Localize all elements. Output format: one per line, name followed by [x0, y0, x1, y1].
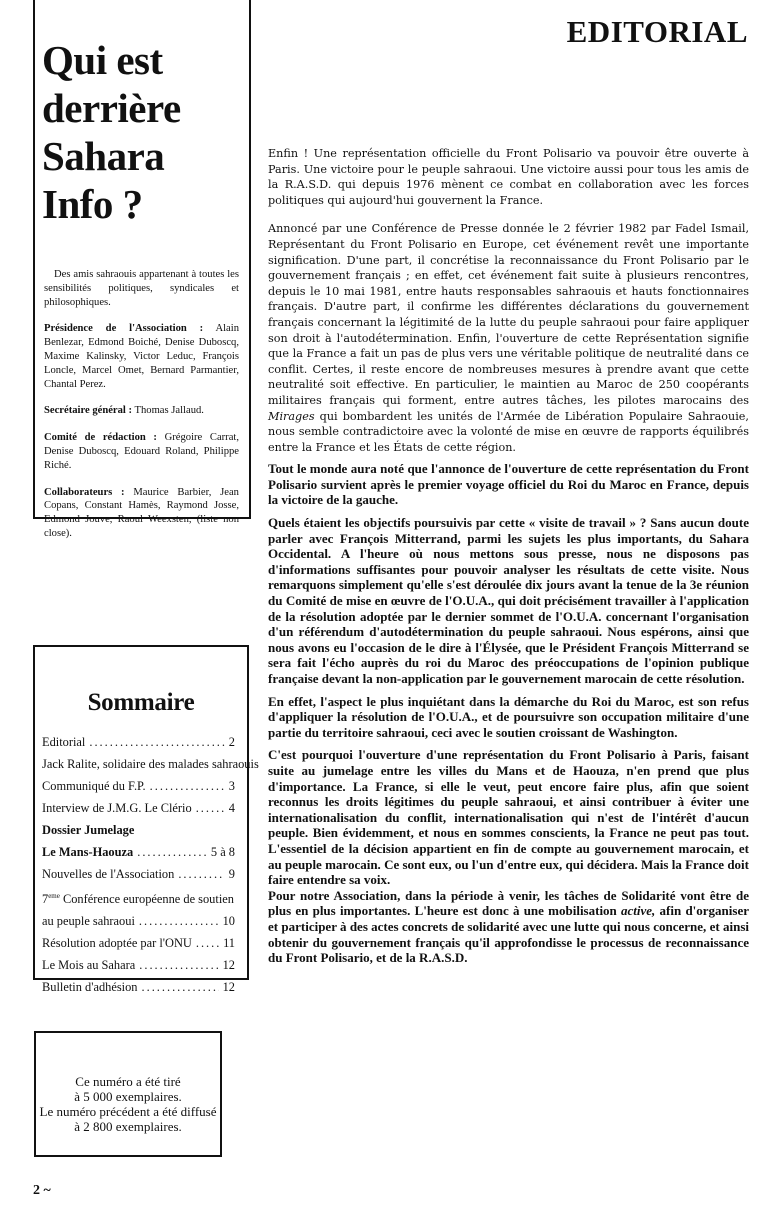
comite-label: Comité de rédaction :: [44, 432, 157, 444]
collaborateurs-label: Collaborateurs :: [44, 486, 125, 498]
print-run-line: à 5 000 exemplaires.: [74, 1089, 182, 1104]
paragraph-italic: active,: [621, 903, 656, 919]
toc-item-jack-ralite[interactable]: [42, 753, 259, 775]
editorial-paragraph: Enfin ! Une représentation officielle du Front Polisario va pouvoir être ouverte à Paris. Une victoire pour le peuple sahraoui. Une victoire aussi pour tous les amis de la R.A.S.D. qui depuis 1976 mènent ce combat en collaboration avec les forces politiques qui aujourd'hui gouvernent la France.: [268, 147, 749, 207]
editorial-paragraph: [268, 221, 749, 455]
toc-page: 2: [228, 735, 235, 749]
toc-leader: [137, 841, 207, 863]
editorial-body: [268, 146, 749, 973]
ordinal-number: 7: [42, 892, 49, 906]
toc-item-conference[interactable]: [42, 885, 235, 910]
toc-item-mois-sahara[interactable]: [42, 954, 235, 976]
toc-item-interview[interactable]: [42, 797, 235, 819]
toc-leader: [89, 731, 224, 753]
toc-label: Communiqué du F.P.: [42, 779, 146, 793]
editorial-paragraph: Tout le monde aura noté que l'annonce de l'ouverture de cette représentation du Front Polisario survient après le premier voyage officiel du Roi du Maroc en France, depuis la victoire de la gauche.: [268, 461, 749, 508]
print-run-line: Ce numéro a été tiré: [75, 1074, 181, 1089]
page-number: 2 ~: [33, 1183, 51, 1198]
toc-item-bulletin[interactable]: [42, 976, 235, 998]
toc-leader: [139, 910, 219, 932]
secretaire-value: Thomas Jallaud.: [132, 405, 204, 417]
toc-item-resolution-onu[interactable]: [42, 932, 235, 954]
secretaire-entry: [44, 404, 239, 418]
toc-page: 5 à 8: [210, 845, 235, 859]
toc-label: Le Mans-Haouza: [42, 845, 134, 859]
presidence-label: Présidence de l'Association :: [44, 323, 204, 335]
toc-label: Interview de J.M.G. Le Clério: [42, 801, 192, 815]
comite-entry: [44, 431, 239, 472]
editorial-paragraph: En effet, l'aspect le plus inquiétant dans la démarche du Roi du Maroc, est son refus d'appliquer la résolution de l'O.U.A., et de poursuivre son occupation militaire d'une partie du territoire sahraoui, ceci avec le soutien croissant de Washington.: [268, 693, 749, 740]
toc-page: 10: [222, 914, 235, 928]
editorial-paragraph: C'est pourquoi l'ouverture d'une représentation du Front Polisario à Paris, faisant suite au jumelage entre les villes du Mans et de Haouza, n'en prend que plus d'importance. La France, si elle le veut, peut encore faire plus, afin que soient reconnus les droits légitimes du peuple sahraoui, et ainsi contribuer à éviter une internationalisation du conflit, internationalisation qui n'est de l'intérêt d'aucun peuple. Bien évidemment, et nous en sommes conscients, la France ne peut pas tout. L'essentiel de la décision appartient en fin de compte au gouvernement marocain, et au peuple marocain. Ce sont eux, ou l'un d'entre eux, qui décidera. Mais la France doit faire entendre sa voix.: [268, 747, 749, 888]
collaborateurs-entry: [44, 486, 239, 541]
paragraph-italic: Mirages: [268, 409, 315, 423]
sommaire-box: [33, 645, 259, 994]
editorial-paragraph: Quels étaient les objectifs poursuivis par cette « visite de travail » ? Sans aucun doute parler avec François Mitterrand, parmi les sujets les plus importants, du Sahara Occidental. A l'heure où nous mettons sous presse, nous ne disposons pas d'informations suffisantes pour pouvoir analyser les résultats de cette visite. Nous remarquons simplement qu'elle s'est déroulée dix jours avant la tenue de la 3e réunion du Comité de mise en œuvre de l'O.U.A., qui doit précisément travailler à l'application de la résolution adoptée par le dernier sommet de l'O.U.A. concernant l'organisation d'un référendum d'autodétermination du peuple sahraoui. Nous espérons, ainsi que nous avons eu l'occasion de le dire à l'Élysée, que le Président François Mitterrand se sera fait l'écho auprès du roi du Maroc des préoccupations de l'opinion publique française devant la non-application par le gouvernement marocain de cette résolution.: [268, 515, 749, 686]
toc-item-peuple-sahraoui[interactable]: [42, 910, 235, 932]
toc-page: 12: [222, 980, 235, 994]
toc-leader: [142, 976, 219, 998]
presidence-value: Alain Benlezar, Edmond Boiché, Denise Duboscq, Maxime Kalinsky, Victor Leduc, François Loncle, Marcel Omet, Bernard Parmantier, Chantal Perez.: [44, 323, 239, 390]
toc-label-text: Conférence européenne de soutien: [59, 892, 234, 906]
toc-leader: [150, 775, 225, 797]
toc-item-nouvelles[interactable]: [42, 863, 235, 885]
comite-value: Grégoire Carrat, Denise Duboscq, Edouard Roland, Philippe Riché.: [44, 432, 240, 471]
editorial-paragraph: [268, 888, 749, 966]
who-box-intro: Des amis sahraouis appartenant à toutes les sensibilités politiques, syndicales et philosophiques.: [44, 269, 239, 308]
collaborateurs-value: Maurice Barbier, Jean Copans, Constant Hamès, Raymond Josse, Edmond Jouve, Raoul Weexsten, (liste non close).: [44, 486, 239, 539]
toc-page: 12: [222, 958, 235, 972]
print-run-box: [34, 1031, 222, 1157]
toc-label: au peuple sahraoui: [42, 914, 135, 928]
sommaire-title: Sommaire: [87, 689, 195, 716]
title-line: Info ?: [42, 181, 143, 227]
who-is-behind-box: [33, 0, 251, 539]
toc-item-editorial[interactable]: [42, 731, 235, 753]
secretaire-label: Secrétaire général :: [44, 405, 133, 417]
toc-label: Editorial: [42, 735, 86, 749]
paragraph-text: afin d'organiser et participer à des actes concrets de solidarité avec une lutte qui nous concerne, et ainsi obtenir du gouvernement français qu'il approfondisse le processus de reconnaissance du Front Polisario, et de la R.A.S.D.: [268, 903, 749, 966]
paragraph-text: qui bombardent les unités de l'Armée de Libération Populaire Sahraouie, nous semble contradictoire avec la volonté de mise en œuvre de rapports équilibrés entre la France et les États de cette région.: [268, 409, 749, 454]
toc-page: 11: [223, 936, 235, 950]
title-line: Sahara: [42, 133, 165, 179]
toc-leader: [196, 797, 225, 819]
toc-leader: [196, 932, 219, 954]
title-line: derrière: [42, 85, 181, 131]
print-run-line: à 2 800 exemplaires.: [74, 1119, 182, 1134]
toc-item-communique[interactable]: [42, 775, 235, 797]
print-run-line: Le numéro précédent a été diffusé: [39, 1104, 217, 1119]
toc-label: Bulletin d'adhésion: [42, 980, 138, 994]
toc-page: 3: [228, 779, 235, 793]
toc-label: Dossier Jumelage: [42, 823, 135, 837]
toc-item-le-mans-haouza[interactable]: [42, 841, 235, 863]
editorial-heading: EDITORIAL: [566, 14, 748, 49]
toc-leader: [178, 863, 224, 885]
toc-label: Le Mois au Sahara: [42, 958, 136, 972]
paragraph-text: Annoncé par une Conférence de Presse donnée le 2 février 1982 par Fadel Ismail, Représentant du Front Polisario en Europe, cet événement revêt une importante signification. D'une part, il concrétise la reconnaissance du Front Polisario par le gouvernement français ; en effet, cet événement fait suite à plusieurs rencontres, depuis le 10 mai 1981, entre hauts responsables sahraouis et hauts fonctionnaires français. D'autre part, il confirme les différentes déclarations du gouvernement français concernant la légitimité de la lutte du peuple sahraoui pour faire appliquer son droit à l'autodétermination. Enfin, l'ouverture de cette Représentation signifie que la France a fait un pas de plus vers une véritable politique de neutralité dans ce conflit. Certes, il reste encore de nombreuses mesures à prendre avant que cette neutralité soit effective. En particulier, le maintien au Maroc de 250 coopérants militaires français qui forment, entre autres tâches, les pilotes marocains des: [268, 222, 749, 407]
toc-item-dossier-jumelage[interactable]: [42, 819, 235, 841]
paragraph-text: Pour notre Association, dans la période à venir, les tâches de Solidarité vont être de plus en plus importantes. L'heure est donc à une mobilisation: [268, 887, 749, 919]
toc-leader: [139, 954, 218, 976]
who-box-title: [42, 36, 249, 228]
toc-label: Nouvelles de l'Association: [42, 867, 175, 881]
toc-page: 9: [228, 867, 235, 881]
toc-label: [42, 885, 234, 910]
presidence-entry: [44, 322, 239, 391]
print-run-text: [36, 1074, 220, 1134]
toc-label: Résolution adoptée par l'ONU: [42, 936, 192, 950]
toc-page: 4: [228, 801, 235, 815]
title-line: Qui est: [42, 37, 163, 83]
toc-label: Jack Ralite, solidaire des malades sahraouis: [42, 757, 259, 771]
ordinal-suffix: eme: [48, 892, 60, 900]
